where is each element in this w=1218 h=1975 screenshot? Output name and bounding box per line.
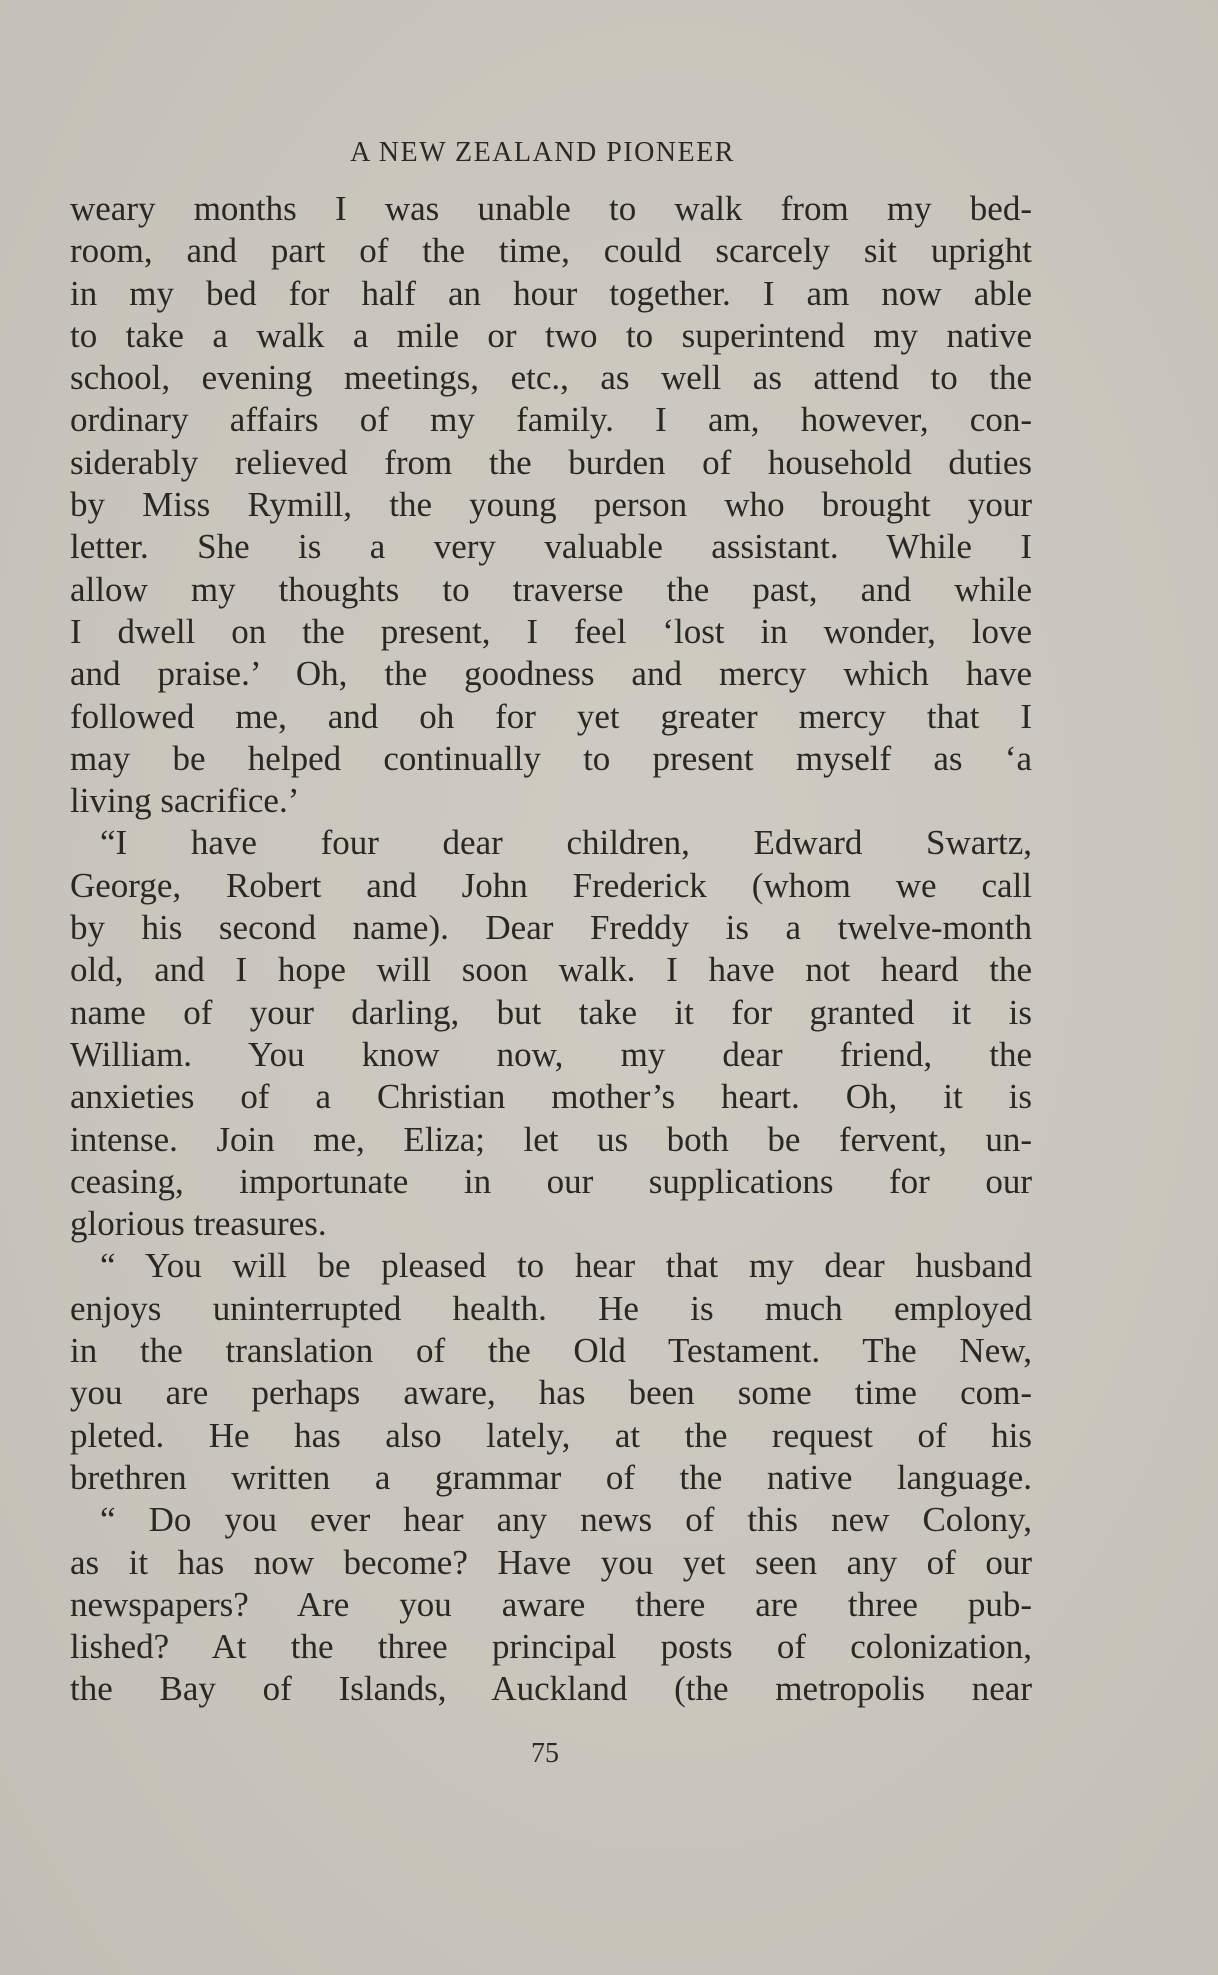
text-line: “ You will be pleased to hear that my dear husband bbox=[100, 1246, 1032, 1286]
text-line: room, and part of the time, could scarcely sit upright bbox=[70, 231, 1032, 271]
text-line: may be helped continually to present myself as ‘a bbox=[70, 738, 1032, 778]
text-line: weary months I was unable to walk from my bed- bbox=[70, 189, 1032, 228]
text-line: to take a walk a mile or two to superintend my native bbox=[70, 315, 1032, 355]
text-line: followed me, and oh for yet greater mercy that I bbox=[70, 696, 1032, 736]
text-line: school, evening meetings, etc., as well as attend to the bbox=[70, 358, 1032, 398]
text-line: in my bed for half an hour together. I am now able bbox=[70, 273, 1032, 313]
text-line: “I have four dear children, Edward Swartz, bbox=[100, 823, 1032, 863]
text-line: I dwell on the present, I feel ‘lost in wonder, love bbox=[70, 611, 1032, 651]
text-line: and praise.’ Oh, the goodness and mercy which have bbox=[70, 654, 1032, 694]
text-line: anxieties of a Christian mother’s heart. Oh, it is bbox=[70, 1077, 1032, 1117]
text-line: letter. She is a very valuable assistant. While I bbox=[70, 527, 1032, 567]
text-line: by his second name). Dear Freddy is a twelve-month bbox=[70, 908, 1032, 948]
text-line: the Bay of Islands, Auckland (the metropolis near bbox=[70, 1669, 1032, 1709]
text-line: as it has now become? Have you yet seen any of our bbox=[70, 1542, 1032, 1582]
text-line: ceasing, importunate in our supplications for our bbox=[70, 1161, 1032, 1201]
text-line: you are perhaps aware, has been some time com- bbox=[70, 1373, 1032, 1413]
text-line: George, Robert and John Frederick (whom we call bbox=[70, 865, 1032, 905]
text-line: enjoys uninterrupted health. He is much employed bbox=[70, 1288, 1032, 1328]
running-head: A NEW ZEALAND PIONEER bbox=[350, 137, 735, 168]
text-line: siderably relieved from the burden of household duties bbox=[70, 442, 1032, 482]
text-line: in the translation of the Old Testament. The New, bbox=[70, 1331, 1032, 1371]
page-number: 75 bbox=[531, 1738, 559, 1769]
body-text bbox=[70, 188, 1032, 1711]
text-line: newspapers? Are you aware there are three pub- bbox=[70, 1584, 1032, 1624]
text-line: intense. Join me, Eliza; let us both be fervent, un- bbox=[70, 1119, 1032, 1159]
text-line: glorious treasures. bbox=[70, 1204, 327, 1244]
text-line: ordinary affairs of my family. I am, however, con- bbox=[70, 400, 1032, 440]
text-line: name of your darling, but take it for granted it is bbox=[70, 992, 1032, 1032]
text-line: living sacrifice.’ bbox=[70, 781, 300, 821]
text-line: lished? At the three principal posts of colonization, bbox=[70, 1627, 1032, 1667]
text-line: old, and I hope will soon walk. I have not heard the bbox=[70, 950, 1032, 990]
text-line: William. You know now, my dear friend, the bbox=[70, 1034, 1032, 1074]
text-line: pleted. He has also lately, at the request of his bbox=[70, 1415, 1032, 1455]
text-line: by Miss Rymill, the young person who brought your bbox=[70, 485, 1032, 525]
text-line: “ Do you ever hear any news of this new Colony, bbox=[100, 1500, 1032, 1540]
text-line: brethren written a grammar of the native language. bbox=[70, 1457, 1032, 1497]
text-line: allow my thoughts to traverse the past, and while bbox=[70, 569, 1032, 609]
